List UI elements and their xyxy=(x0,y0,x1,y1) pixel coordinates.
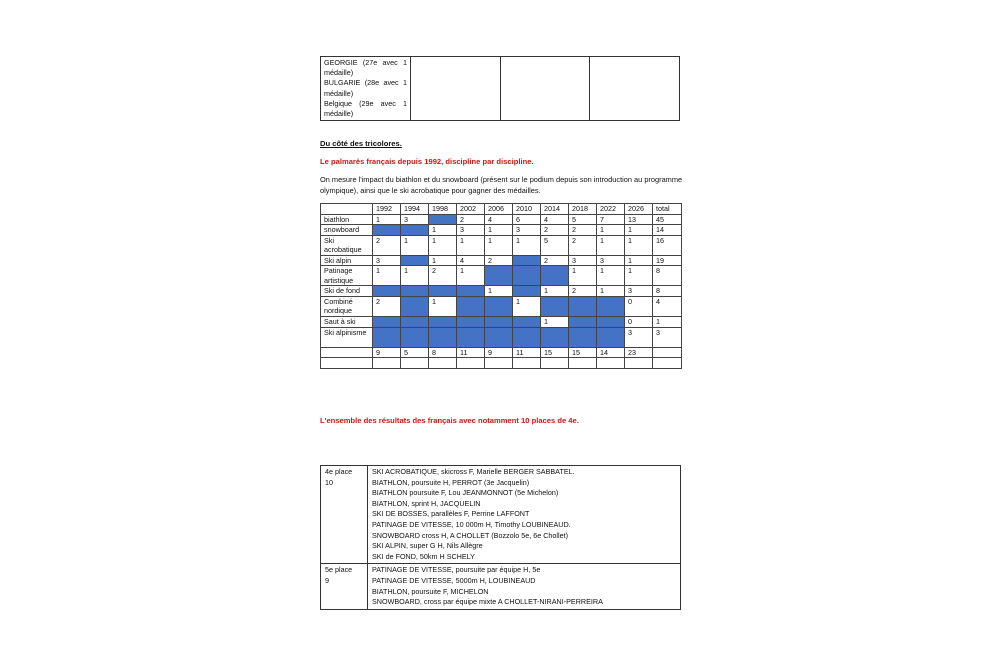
header-cell: 2010 xyxy=(513,204,541,215)
place-count: 9 xyxy=(325,575,329,585)
medal-cell xyxy=(429,316,457,327)
medal-cell: 3 xyxy=(373,255,401,266)
medal-cell: 3 xyxy=(625,286,653,297)
medal-cell: 3 xyxy=(513,225,541,236)
medal-cell: 45 xyxy=(653,214,682,225)
results-list-cell xyxy=(368,466,681,564)
medal-cell: 5 xyxy=(569,214,597,225)
medal-row xyxy=(321,235,682,255)
medal-cell xyxy=(429,286,457,297)
discipline-label: Ski alpinisme xyxy=(321,327,373,347)
medal-cell: 1 xyxy=(429,225,457,236)
result-item: SKI de FOND, 50km H SCHELY xyxy=(372,551,475,561)
medal-cell xyxy=(597,316,625,327)
discipline-label: Ski de fond xyxy=(321,286,373,297)
medal-cell: 8 xyxy=(653,266,682,286)
countries-cell xyxy=(321,57,411,121)
medal-cell: 1 xyxy=(457,235,485,255)
medal-row xyxy=(321,225,682,236)
header-cell: total xyxy=(653,204,682,215)
medal-header-row xyxy=(321,204,682,215)
medal-cell: 2 xyxy=(569,286,597,297)
medal-cell xyxy=(401,286,429,297)
medal-cell xyxy=(569,296,597,316)
place-label: 4e place xyxy=(325,467,353,476)
medal-cell xyxy=(401,327,429,347)
medal-cell: 2 xyxy=(569,225,597,236)
medal-cell: 2 xyxy=(457,214,485,225)
blank-cell xyxy=(457,358,485,369)
medal-cell: 1 xyxy=(401,235,429,255)
blank-cell xyxy=(321,358,373,369)
discipline-label: Ski alpin xyxy=(321,255,373,266)
result-item: SKI ACROBATIQUE, skicross F, Marielle BERGER SABBATEL. xyxy=(372,467,575,476)
medal-cell: 1 xyxy=(373,214,401,225)
medal-row xyxy=(321,255,682,266)
total-cell: 11 xyxy=(513,347,541,358)
blank-cell xyxy=(373,358,401,369)
medal-cell: 13 xyxy=(625,214,653,225)
blank-cell xyxy=(541,358,569,369)
medal-cell: 7 xyxy=(597,214,625,225)
medal-row xyxy=(321,266,682,286)
medal-cell: 4 xyxy=(653,296,682,316)
medal-cell: 16 xyxy=(653,235,682,255)
blank-cell xyxy=(513,358,541,369)
result-item: SKI ALPIN, super G H, Nils Allègre xyxy=(372,541,483,551)
medal-cell: 4 xyxy=(457,255,485,266)
place-count: 10 xyxy=(325,477,333,487)
results-row xyxy=(321,564,681,609)
medal-cell xyxy=(457,316,485,327)
result-item: PATINAGE DE VITESSE, 5000m H, LOUBINEAUD xyxy=(372,575,536,585)
medal-cell xyxy=(457,286,485,297)
medal-cell: 1 xyxy=(429,255,457,266)
medal-row xyxy=(321,296,682,316)
medal-cell xyxy=(401,316,429,327)
results-row xyxy=(321,466,681,564)
totals-label xyxy=(321,347,373,358)
medal-cell xyxy=(513,286,541,297)
result-item: BIATHLON, poursuite H, PERROT (3e Jacquelin) xyxy=(372,477,530,487)
medal-cell: 4 xyxy=(541,214,569,225)
country-line: BULGARIE (28e avec 1 médaille) xyxy=(324,78,407,98)
medal-cell: 1 xyxy=(485,286,513,297)
medal-cell: 3 xyxy=(597,255,625,266)
total-cell: 15 xyxy=(541,347,569,358)
medal-cell xyxy=(513,255,541,266)
total-cell: 23 xyxy=(625,347,653,358)
total-cell: 9 xyxy=(373,347,401,358)
palmares-subtitle: Le palmarès français depuis 1992, discipline par discipline. xyxy=(320,157,534,166)
blank-cell xyxy=(401,358,429,369)
blank-cell xyxy=(429,358,457,369)
medal-cell: 1 xyxy=(569,266,597,286)
total-cell: 9 xyxy=(485,347,513,358)
total-cell: 14 xyxy=(597,347,625,358)
results-subtitle: L'ensemble des résultats des français avec notamment 10 places de 4e. xyxy=(320,416,579,425)
header-cell: 2026 xyxy=(625,204,653,215)
total-cell: 15 xyxy=(569,347,597,358)
medal-cell xyxy=(597,327,625,347)
medal-cell xyxy=(569,316,597,327)
header-cell: 1992 xyxy=(373,204,401,215)
header-cell: 2002 xyxy=(457,204,485,215)
discipline-label: Patinage artistique xyxy=(321,266,373,286)
result-item: SNOWBOARD cross H, A CHOLLET (Bozzolo 5e, 6e Chollet) xyxy=(372,530,568,540)
medal-cell: 1 xyxy=(401,266,429,286)
medal-cell xyxy=(485,327,513,347)
medal-cell: 1 xyxy=(653,316,682,327)
medal-cell xyxy=(401,255,429,266)
empty-cell xyxy=(590,57,680,121)
blank-cell xyxy=(653,358,682,369)
medal-cell: 1 xyxy=(597,266,625,286)
medal-cell xyxy=(569,327,597,347)
header-cell: 1998 xyxy=(429,204,457,215)
results-list-cell xyxy=(368,564,681,609)
medal-row xyxy=(321,214,682,225)
medal-cell: 3 xyxy=(457,225,485,236)
results-table xyxy=(320,465,681,610)
result-item: PATINAGE DE VITESSE, poursuite par équipe H, 5e xyxy=(372,565,541,575)
medal-cell xyxy=(513,327,541,347)
intro-paragraph: On mesure l'impact du biathlon et du snowboard (présent sur le podium depuis son introduction au programme olympique), ainsi que le ski acrobatique pour gagner des médailles. xyxy=(320,175,683,195)
medal-cell xyxy=(373,225,401,236)
medal-cell: 2 xyxy=(373,235,401,255)
medal-cell: 1 xyxy=(513,235,541,255)
medal-cell: 3 xyxy=(625,327,653,347)
medal-cell: 2 xyxy=(485,255,513,266)
result-item: PATINAGE DE VITESSE, 10 000m H, Timothy LOUBINEAUD. xyxy=(372,519,571,529)
medal-table xyxy=(320,203,682,369)
medal-cell xyxy=(485,296,513,316)
discipline-label: biathlon xyxy=(321,214,373,225)
total-cell xyxy=(653,347,682,358)
medal-cell: 2 xyxy=(373,296,401,316)
medal-cell xyxy=(373,286,401,297)
medal-cell: 1 xyxy=(541,286,569,297)
country-line: Belgique (29e avec 1 médaille) xyxy=(324,98,407,119)
medal-cell: 2 xyxy=(541,225,569,236)
place-cell xyxy=(321,564,368,609)
blank-cell xyxy=(485,358,513,369)
medal-cell xyxy=(373,327,401,347)
result-item: SKI DE BOSSES, parallèles F, Perrine LAFFONT xyxy=(372,509,530,519)
totals-row xyxy=(321,347,682,358)
medal-row xyxy=(321,286,682,297)
medal-cell: 6 xyxy=(513,214,541,225)
medal-cell: 1 xyxy=(485,235,513,255)
discipline-label: snowboard xyxy=(321,225,373,236)
medal-cell xyxy=(541,327,569,347)
header-cell xyxy=(321,204,373,215)
header-cell: 2014 xyxy=(541,204,569,215)
medal-cell: 1 xyxy=(625,255,653,266)
medal-cell xyxy=(457,296,485,316)
result-item: BIATHLON poursuite F, Lou JEANMONNOT (5e Michelon) xyxy=(372,488,559,498)
header-cell: 2022 xyxy=(597,204,625,215)
medal-cell xyxy=(485,316,513,327)
place-cell xyxy=(321,466,368,564)
medal-cell: 3 xyxy=(401,214,429,225)
medal-cell: 1 xyxy=(485,225,513,236)
discipline-label: Ski acrobatique xyxy=(321,235,373,255)
medal-cell: 1 xyxy=(541,316,569,327)
discipline-label: Saut à ski xyxy=(321,316,373,327)
header-cell: 2018 xyxy=(569,204,597,215)
header-cell: 1994 xyxy=(401,204,429,215)
header-cell: 2006 xyxy=(485,204,513,215)
medal-cell: 2 xyxy=(541,255,569,266)
empty-cell xyxy=(500,57,590,121)
medal-cell: 8 xyxy=(653,286,682,297)
medal-cell xyxy=(429,214,457,225)
place-label: 5e place xyxy=(325,565,353,575)
medal-cell xyxy=(401,296,429,316)
medal-cell: 14 xyxy=(653,225,682,236)
medal-cell: 4 xyxy=(485,214,513,225)
medal-cell: 0 xyxy=(625,316,653,327)
result-item: SNOWBOARD, cross par équipe mixte A CHOLLET-NIRANI-PERREIRA xyxy=(372,597,603,607)
medal-cell: 19 xyxy=(653,255,682,266)
medal-cell: 1 xyxy=(513,296,541,316)
blank-cell xyxy=(597,358,625,369)
medal-cell: 3 xyxy=(653,327,682,347)
medal-cell: 1 xyxy=(457,266,485,286)
medal-cell xyxy=(373,316,401,327)
medal-cell xyxy=(597,296,625,316)
medal-cell: 2 xyxy=(429,266,457,286)
medal-row xyxy=(321,327,682,347)
medal-cell: 2 xyxy=(569,235,597,255)
blank-cell xyxy=(569,358,597,369)
discipline-label: Combiné nordique xyxy=(321,296,373,316)
medal-cell: 1 xyxy=(625,266,653,286)
medal-cell: 1 xyxy=(625,225,653,236)
countries-table xyxy=(320,56,680,121)
total-cell: 5 xyxy=(401,347,429,358)
medal-cell: 1 xyxy=(373,266,401,286)
total-cell: 11 xyxy=(457,347,485,358)
medal-cell: 0 xyxy=(625,296,653,316)
medal-cell xyxy=(513,316,541,327)
medal-cell xyxy=(401,225,429,236)
medal-cell: 1 xyxy=(597,286,625,297)
empty-cell xyxy=(411,57,501,121)
medal-cell: 1 xyxy=(625,235,653,255)
result-item: BIATHLON, poursuite F, MICHELON xyxy=(372,586,489,596)
medal-cell: 1 xyxy=(429,235,457,255)
medal-cell: 5 xyxy=(541,235,569,255)
medal-cell xyxy=(429,327,457,347)
result-item: BIATHLON, sprint H, JACQUELIN xyxy=(372,498,481,508)
blank-row xyxy=(321,358,682,369)
medal-cell xyxy=(457,327,485,347)
medal-cell xyxy=(541,296,569,316)
medal-row xyxy=(321,316,682,327)
medal-cell xyxy=(541,266,569,286)
medal-cell: 1 xyxy=(597,235,625,255)
total-cell: 8 xyxy=(429,347,457,358)
section-title: Du côté des tricolores. xyxy=(320,139,402,148)
blank-cell xyxy=(625,358,653,369)
country-line: GEORGIE (27e avec 1 médaille) xyxy=(324,58,407,78)
medal-cell: 1 xyxy=(597,225,625,236)
medal-cell: 3 xyxy=(569,255,597,266)
medal-cell xyxy=(485,266,513,286)
medal-cell: 1 xyxy=(429,296,457,316)
medal-cell xyxy=(513,266,541,286)
